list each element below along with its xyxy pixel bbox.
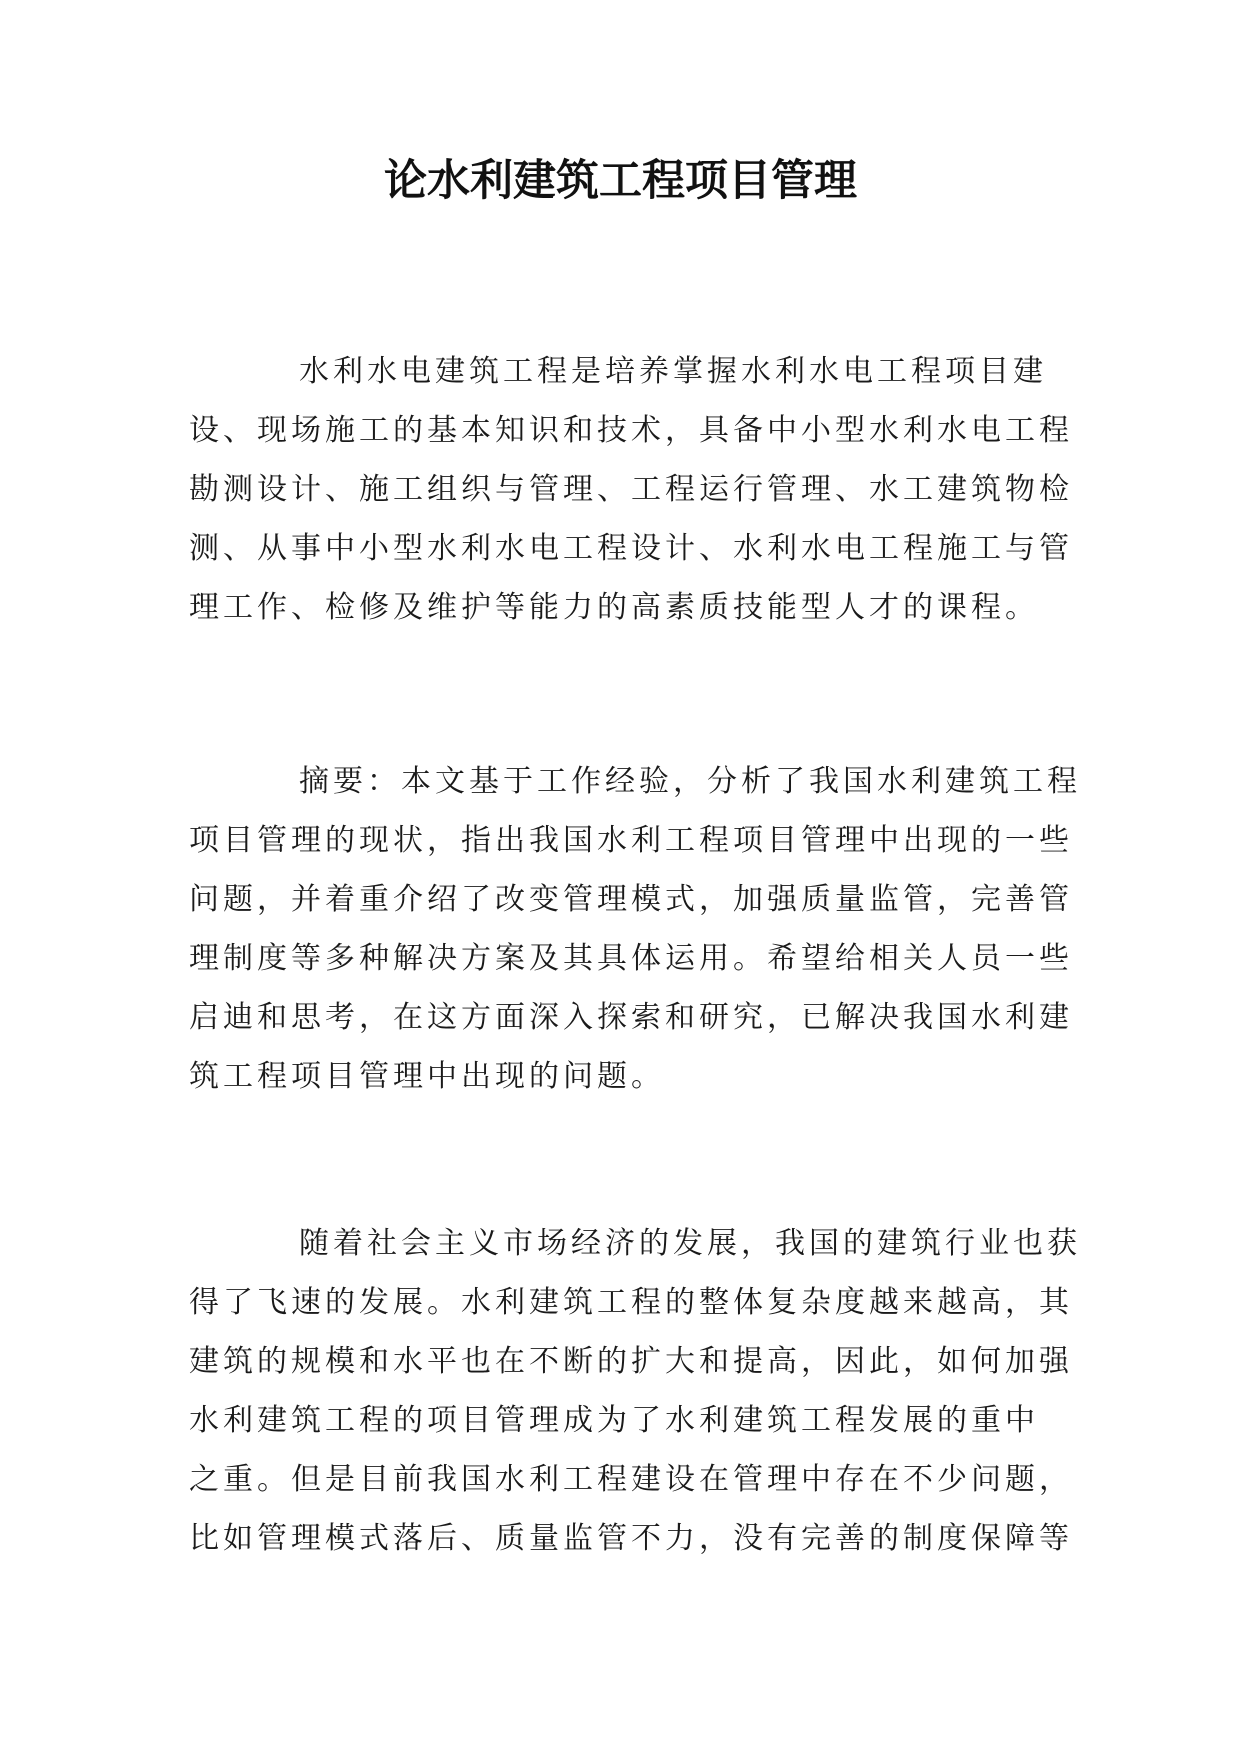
paragraph-line: 理制度等多种解决方案及其具体运用。希望给相关人员一些 bbox=[189, 941, 1073, 976]
paragraph-line: 得了飞速的发展。水利建筑工程的整体复杂度越来越高，其 bbox=[189, 1285, 1073, 1320]
intro-paragraph bbox=[189, 342, 1073, 637]
paragraph-line: 摘要：本文基于工作经验，分析了我国水利建筑工程 bbox=[299, 764, 1081, 799]
paragraph-line: 筑工程项目管理中出现的问题。 bbox=[189, 1059, 665, 1094]
paragraph-line: 问题，并着重介绍了改变管理模式，加强质量监管，完善管 bbox=[189, 882, 1073, 917]
paragraph-line: 勘测设计、施工组织与管理、工程运行管理、水工建筑物检 bbox=[189, 472, 1073, 507]
body-paragraph bbox=[189, 1214, 1081, 1568]
paragraph-line: 设、现场施工的基本知识和技术，具备中小型水利水电工程 bbox=[189, 413, 1073, 448]
paragraph-line: 理工作、检修及维护等能力的高素质技能型人才的课程。 bbox=[189, 590, 1039, 625]
paragraph-line: 启迪和思考，在这方面深入探索和研究，已解决我国水利建 bbox=[189, 1000, 1073, 1035]
paragraph-line: 随着社会主义市场经济的发展，我国的建筑行业也获 bbox=[299, 1226, 1081, 1261]
document-title: 论水利建筑工程项目管理 bbox=[384, 156, 857, 206]
paragraph-line: 水利水电建筑工程是培养掌握水利水电工程项目建 bbox=[299, 354, 1047, 389]
paragraph-line: 测、从事中小型水利水电工程设计、水利水电工程施工与管 bbox=[189, 531, 1073, 566]
paragraph-line: 之重。但是目前我国水利工程建设在管理中存在不少问题， bbox=[189, 1462, 1073, 1497]
paragraph-line: 建筑的规模和水平也在不断的扩大和提高，因此，如何加强 bbox=[189, 1344, 1073, 1379]
paragraph-line: 比如管理模式落后、质量监管不力，没有完善的制度保障等 bbox=[189, 1521, 1073, 1556]
paragraph-line: 水利建筑工程的项目管理成为了水利建筑工程发展的重中 bbox=[189, 1403, 1039, 1438]
paragraph-line: 项目管理的现状，指出我国水利工程项目管理中出现的一些 bbox=[189, 823, 1073, 858]
abstract-paragraph bbox=[189, 752, 1081, 1106]
